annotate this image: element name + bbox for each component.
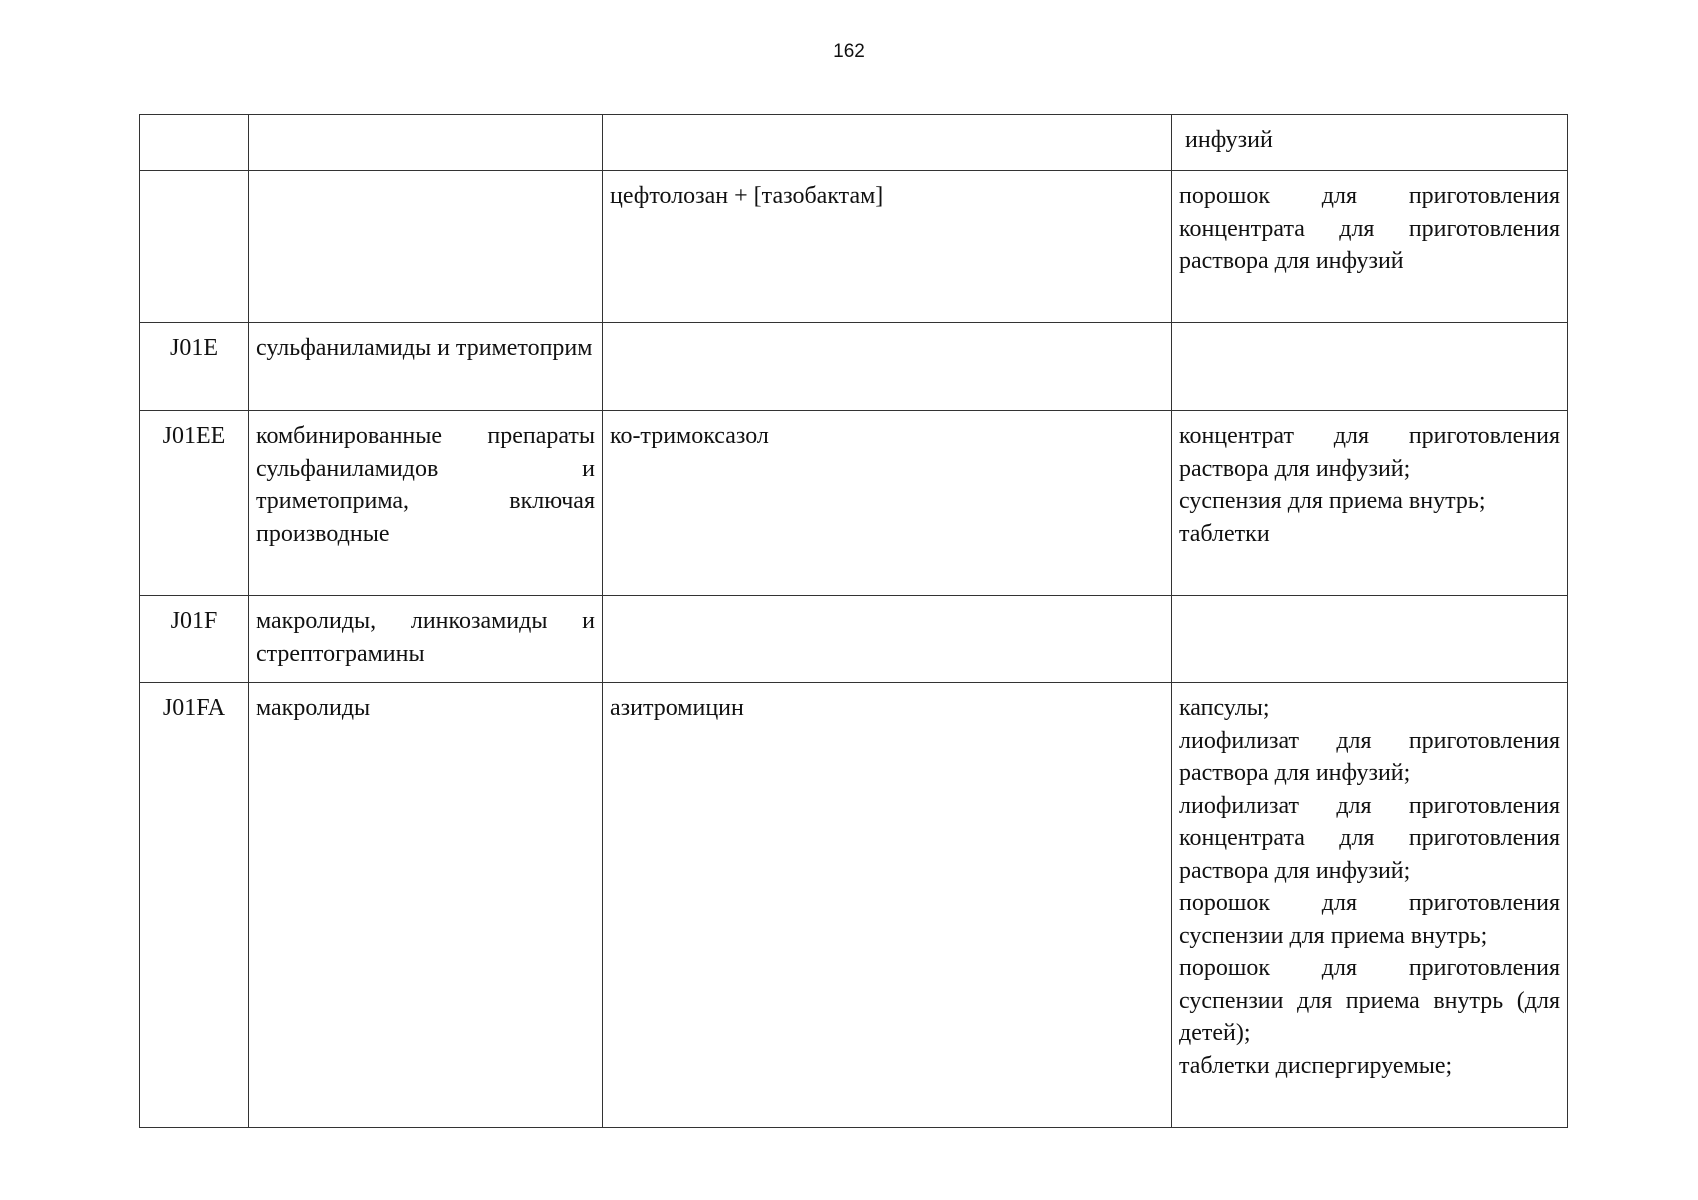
dosage-form: таблетки bbox=[1179, 520, 1270, 547]
group-cell: сульфаниламиды и триметоприм bbox=[249, 323, 603, 411]
atc-code-cell bbox=[140, 115, 249, 171]
table-row bbox=[140, 171, 1568, 323]
dosage-form: капсулы; bbox=[1179, 695, 1270, 721]
dosage-form: концентрат для приготовления раствора для инфузий; bbox=[1179, 423, 1560, 482]
dosage-form-cell bbox=[1172, 683, 1568, 1128]
drug-name-cell: ко-тримоксазол bbox=[603, 411, 1172, 596]
dosage-form-cell bbox=[1172, 411, 1568, 596]
atc-code-cell bbox=[140, 171, 249, 323]
dosage-form-cell bbox=[1172, 596, 1568, 683]
dosage-form: порошок для приготовления концентрата для приготовления раствора для инфузий bbox=[1179, 183, 1560, 274]
dosage-form-cell bbox=[1172, 323, 1568, 411]
dosage-form: лиофилизат для приготовления концентрата для приготовления раствора для инфузий; bbox=[1179, 792, 1560, 884]
group-cell: макролиды bbox=[249, 683, 603, 1128]
table-row bbox=[140, 411, 1568, 596]
atc-code-cell: J01FA bbox=[140, 683, 249, 1128]
table-row bbox=[140, 683, 1568, 1128]
table-row bbox=[140, 115, 1568, 171]
group-cell bbox=[249, 171, 603, 323]
dosage-form-cell bbox=[1172, 171, 1568, 323]
page-number: 162 bbox=[833, 41, 865, 62]
drug-name-cell bbox=[603, 323, 1172, 411]
drug-name-cell bbox=[603, 596, 1172, 683]
dosage-form: инфузий bbox=[1185, 127, 1273, 153]
group-cell bbox=[249, 115, 603, 171]
group-cell: комбинированные препараты сульфаниламидов и триметоприма, включая производные bbox=[249, 411, 603, 596]
table-row bbox=[140, 596, 1568, 683]
dosage-form: порошок для приготовления суспензии для приема внутрь (для детей); bbox=[1179, 955, 1560, 1046]
dosage-form: порошок для приготовления суспензии для приема внутрь; bbox=[1179, 890, 1560, 949]
drug-name-cell bbox=[603, 115, 1172, 171]
atc-code-cell: J01EE bbox=[140, 411, 249, 596]
dosage-form: лиофилизат для приготовления раствора для инфузий; bbox=[1179, 727, 1560, 786]
drug-table bbox=[139, 114, 1568, 1128]
atc-code-cell: J01F bbox=[140, 596, 249, 683]
drug-name-cell: цефтолозан + [тазобактам] bbox=[603, 171, 1172, 323]
group-cell: макролиды, линкозамиды и стрептограмины bbox=[249, 596, 603, 683]
atc-code-cell: J01E bbox=[140, 323, 249, 411]
dosage-form: суспензия для приема внутрь; bbox=[1179, 488, 1486, 514]
dosage-form-cell bbox=[1172, 115, 1568, 171]
drug-name-cell: азитромицин bbox=[603, 683, 1172, 1128]
dosage-form: таблетки диспергируемые; bbox=[1179, 1052, 1453, 1079]
table-row bbox=[140, 323, 1568, 411]
